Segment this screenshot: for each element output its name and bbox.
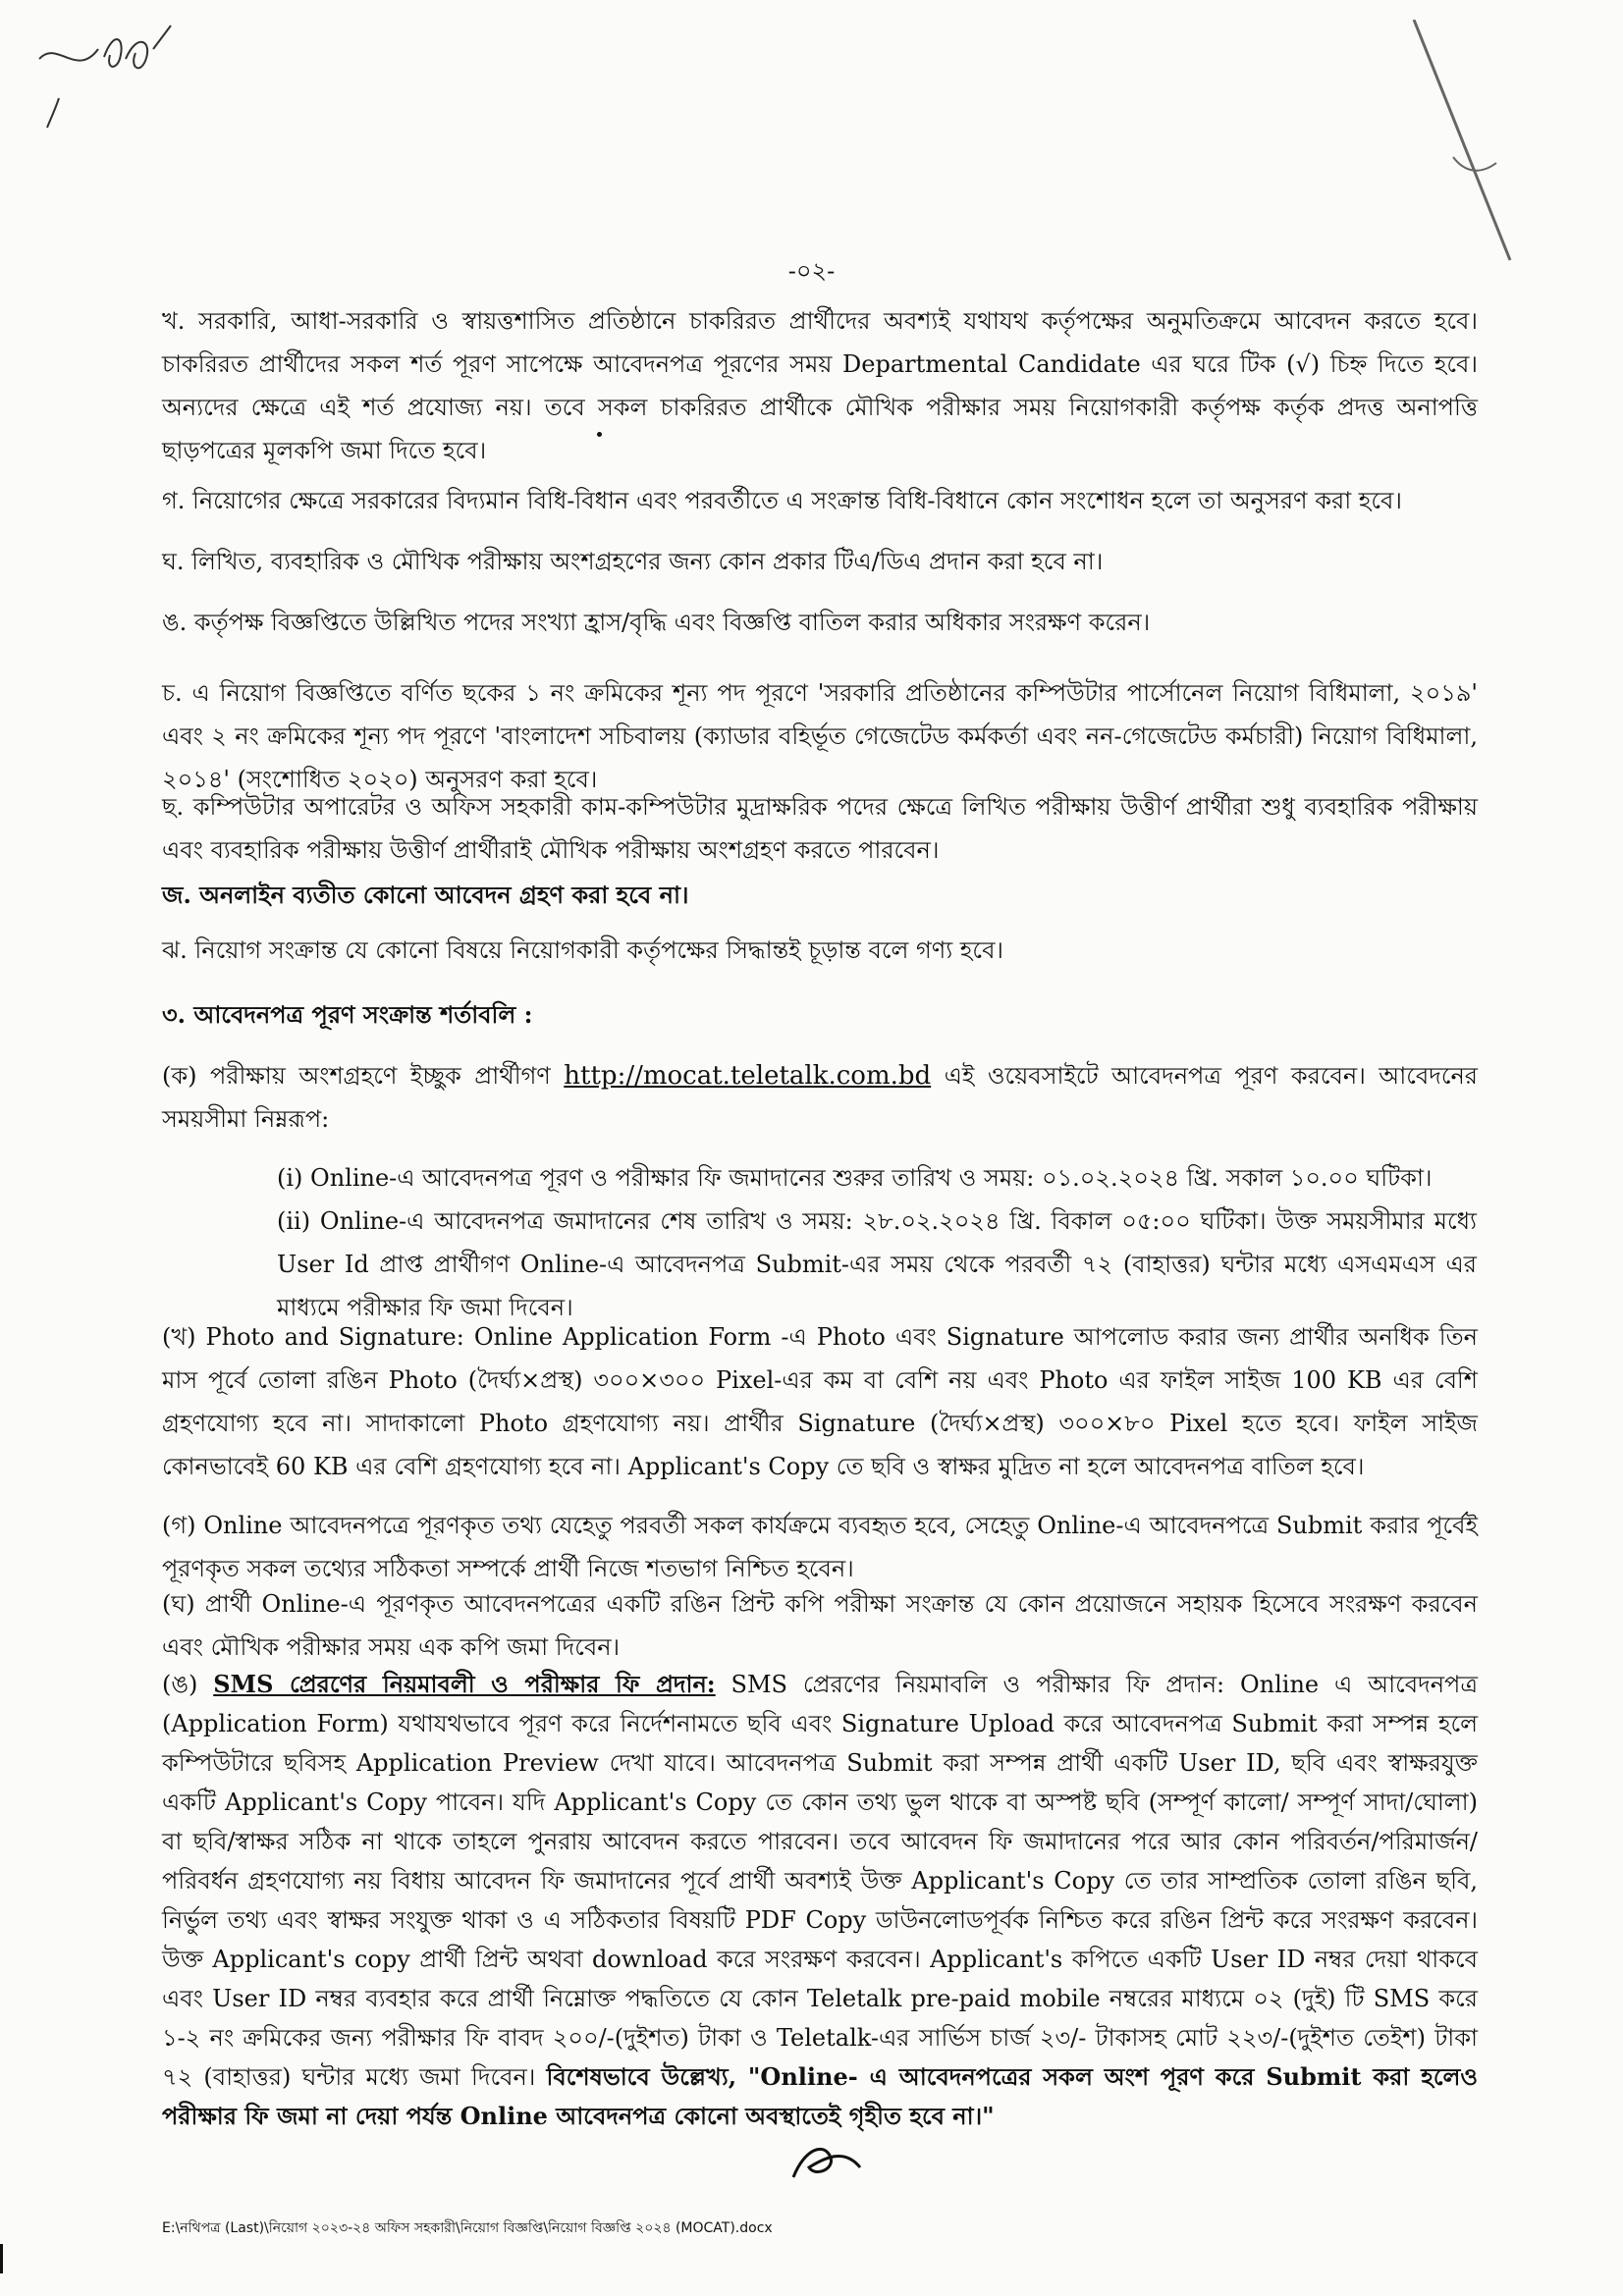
paragraph-cha: চ. এ নিয়োগ বিজ্ঞপ্তিতে বর্ণিত ছকের ১ নং ক্রমিকের শূন্য পদ পূরণে 'সরকারি প্রতিষ্ঠানের কম্পিউটার পার্সোনেল নিয়োগ বিধিমালা, ২০১৯' এবং ২ নং ক্রমিকের শূন্য পদ পূরণে 'বাংলাদেশ সচিবালয় (ক্যাডার বহির্ভূত গেজেটেড কর্মকর্তা এবং নন-গেজেটেড কর্মচারী) নিয়োগ বিধিমালা, ২০১৪' (সংশোধিত ২০২০) অনুসরণ করা হবে। — [162, 679, 1478, 793]
uma2-body: SMS প্রেরণের নিয়মাবলি ও পরীক্ষার ফি প্রদান: Online এ আবেদনপত্র (Application Form) যথাযথভাবে পূরণ করে নির্দেশনামতে ছবি এবং Signature Upload করে আবেদনপত্র Submit করা সম্পন্ন হলে কম্পিউটারে ছবিসহ Application Preview দেখা যাবে। আবেদনপত্র Submit করা সম্পন্ন প্রার্থী একটি User ID, ছবি এবং স্বাক্ষরযুক্ত একটি Applicant's Copy পাবেন। যদি Applicant's Copy তে কোন তথ্য ভুল থাকে বা অস্পষ্ট ছবি (সম্পূর্ণ কালো/ সম্পূর্ণ সাদা/ঘোলা) বা ছবি/স্বাক্ষর সঠিক না থাকে তাহলে পুনরায় আবেদন করতে পারবেন। তবে আবেদন ফি জমাদানের পরে আর কোন পরিবর্তন/পরিমার্জন/পরিবর্ধন গ্রহণযোগ্য নয় বিধায় আবেদন ফি জমাদানের পূর্বে প্রার্থী অবশ্যই উক্ত Applicant's Copy তে তার সাম্প্রতিক তোলা রঙিন ছবি, নির্ভুল তথ্য এবং স্বাক্ষর সংযুক্ত থাকা ও এ সঠিকতার বিষয়টি PDF Copy ডাউনলোডপূর্বক নিশ্চিত করে রঙিন প্রিন্ট করে সংরক্ষণ করবেন। উক্ত Applicant's copy প্রার্থী প্রিন্ট অথবা download করে সংরক্ষণ করবেন। Applicant's কপিতে একটি User ID নম্বর দেয়া থাকবে এবং User ID নম্বর ব্যবহার করে প্রার্থী নিম্নোক্ত পদ্ধতিতে যে কোন Teletalk pre-paid mobile নম্বরের মাধ্যমে ০২ (দুই) টি SMS করে ১-২ নং ক্রমিকের জন্য পরীক্ষার ফি বাবদ ২০০/-(দুইশত) টাকা ও Teletalk-এর সার্ভিস চার্জ ২৩/- টাকাসহ মোট ২২৩/-(দুইশত তেইশ) টাকা ৭২ (বাহাত্তর) ঘন্টার মধ্যে জমা দিবেন। — [162, 1671, 1478, 2091]
ka-prefix: (ক) পরীক্ষায় অংশগ্রহণে ইচ্ছুক প্রার্থীগণ — [162, 1062, 565, 1090]
paragraph-gha: ঘ. লিখিত, ব্যবহারিক ও মৌখিক পরীক্ষায় অংশগ্রহণের জন্য কোন প্রকার টিএ/ডিএ প্রদান করা হবে না। — [162, 548, 1104, 575]
ka-suffix: এই ওয়েবসাইটে আবেদনপত্র পূরণ করবেন। আবেদনের সময়সীমা নিম্নরূপ: — [162, 1062, 1479, 1133]
paragraph-gha2: (ঘ) প্রার্থী Online-এ পূরণকৃত আবেদনপত্রের একটি রঙিন প্রিন্ট কপি পরীক্ষা সংক্রান্ত যে কোন প্রয়োজনে সহায়ক হিসেবে সংরক্ষণ করবেন এবং মৌখিক পরীক্ষার সময় এক কপি জমা দিবেন। — [162, 1590, 1478, 1661]
website-link[interactable]: http://mocat.teletalk.com.bd — [564, 1061, 932, 1091]
uma2-emphasis: বিশেষভাবে উল্লেখ্য, "Online- এ আবেদনপত্রের সকল অংশ পূরণ করে Submit করা হলেও পরীক্ষার ফি জমা না দেয়া পর্যন্ত Online আবেদনপত্র কোনো অবস্থাতেই গৃহীত হবে না।" — [162, 2062, 1479, 2130]
page-number: -০২- — [787, 257, 836, 285]
corner-fold-mark — [1394, 20, 1512, 275]
paragraph-ja: জ. অনলাইন ব্যতীত কোনো আবেদন গ্রহণ করা হবে না। — [162, 881, 689, 909]
file-path-footer: E:\নথিপত্র (Last)\নিয়োগ ২০২৩-২৪ অফিস সহকারী\নিয়োগ বিজ্ঞপ্তি\নিয়োগ বিজ্ঞপ্তি ২০২৪ (MOCAT).docx — [162, 2220, 773, 2236]
paragraph-kha2: (খ) Photo and Signature: Online Application Form -এ Photo এবং Signature আপলোড করার জন্য প্রার্থীর অনধিক তিন মাস পূর্বে তোলা রঙিন Photo (দৈর্ঘ্য×প্রস্থ) ৩০০×৩০০ Pixel-এর কম বা বেশি নয় এবং Photo এর ফাইল সাইজ 100 KB এর বেশি গ্রহণযোগ্য হবে না। সাদাকালো Photo গ্রহণযোগ্য নয়। প্রার্থীর Signature (দৈর্ঘ্য×প্রস্থ) ৩০০×৮০ Pixel হতে হবে। ফাইল সাইজ কোনভাবেই 60 KB এর বেশি গ্রহণযোগ্য হবে না। Applicant's Copy তে ছবি ও স্বাক্ষর মুদ্রিত না হলে আবেদনপত্র বাতিল হবে। — [162, 1323, 1478, 1480]
signature-initial — [785, 2138, 864, 2187]
ink-dot — [597, 432, 602, 437]
paragraph-chha: ছ. কম্পিউটার অপারেটর ও অফিস সহকারী কাম-কম্পিউটার মুদ্রাক্ষরিক পদের ক্ষেত্রে লিখিত পরীক্ষায় উত্তীর্ণ প্রার্থীরা শুধু ব্যবহারিক পরীক্ষায় এবং ব্যবহারিক পরীক্ষায় উত্তীর্ণ প্রার্থীরাই মৌখিক পরীক্ষায় অংশগ্রহণ করতে পারবেন। — [162, 793, 1478, 864]
item-ii: (ii) Online-এ আবেদনপত্র জমাদানের শেষ তারিখ ও সময়: ২৮.০২.২০২৪ খ্রি. বিকাল ০৫:০০ ঘটিকা। উক্ত সময়সীমার মধ্যে User Id প্রাপ্ত প্রার্থীগণ Online-এ আবেদনপত্র Submit-এর সময় থেকে পরবর্তী ৭২ (বাহাত্তর) ঘন্টার মধ্যে এসএমএস এর মাধ্যমে পরীক্ষার ফি জমা দিবেন। — [277, 1207, 1477, 1321]
paragraph-ka — [162, 1054, 1478, 1141]
section-heading-3: ৩. আবেদনপত্র পূরণ সংক্রান্ত শর্তাবলি : — [162, 1000, 533, 1029]
paragraph-jha: ঝ. নিয়োগ সংক্রান্ত যে কোনো বিষয়ে নিয়োগকারী কর্তৃপক্ষের সিদ্ধান্তই চূড়ান্ত বলে গণ্য হবে। — [162, 936, 1004, 964]
item-i: (i) Online-এ আবেদনপত্র পূরণ ও পরীক্ষার ফি জমাদানের শুরুর তারিখ ও সময়: ০১.০২.২০২৪ খ্রি. সকাল ১০.০০ ঘটিকা। — [277, 1164, 1433, 1192]
scan-edge-mark — [0, 2244, 3, 2273]
handwritten-note — [27, 20, 175, 147]
uma2-heading: SMS প্রেরণের নিয়মাবলী ও পরীক্ষার ফি প্রদান: — [213, 1670, 716, 1698]
paragraph-uma: ঙ. কর্তৃপক্ষ বিজ্ঞপ্তিতে উল্লিখিত পদের সংখ্যা হ্রাস/বৃদ্ধি এবং বিজ্ঞপ্তি বাতিল করার অধিকার সংরক্ষণ করেন। — [162, 609, 1151, 636]
paragraph-ga: গ. নিয়োগের ক্ষেত্রে সরকারের বিদ্যমান বিধি-বিধান এবং পরবর্তীতে এ সংক্রান্ত বিধি-বিধানে কোন সংশোধন হলে তা অনুসরণ করা হবে। — [162, 487, 1402, 514]
paragraph-kha: খ. সরকারি, আধা-সরকারি ও স্বায়ত্তশাসিত প্রতিষ্ঠানে চাকরিরত প্রার্থীদের অবশ্যই যথাযথ কর্তৃপক্ষের অনুমতিক্রমে আবেদন করতে হবে। চাকরিরত প্রার্থীদের সকল শর্ত পূরণ সাপেক্ষে আবেদনপত্র পূরণের সময় Departmental Candidate এর ঘরে টিক (√) চিহ্ন দিতে হবে। অন্যদের ক্ষেত্রে এই শর্ত প্রযোজ্য নয়। তবে সকল চাকরিরত প্রার্থীকে মৌখিক পরীক্ষার সময় নিয়োগকারী কর্তৃপক্ষ কর্তৃক প্রদত্ত অনাপত্তি ছাড়পত্রের মূলকপি জমা দিতে হবে। — [162, 307, 1478, 464]
paragraph-ga2: (গ) Online আবেদনপত্রে পূরণকৃত তথ্য যেহেতু পরবর্তী সকল কার্যক্রমে ব্যবহৃত হবে, সেহেতু Online-এ আবেদনপত্রে Submit করার পূর্বেই পূরণকৃত সকল তথ্যের সঠিকতা সম্পর্কে প্রার্থী নিজে শতভাগ নিশ্চিত হবেন। — [162, 1512, 1478, 1582]
uma2-label: (ঙ) — [162, 1671, 214, 1698]
paragraph-uma2 — [162, 1665, 1478, 2136]
